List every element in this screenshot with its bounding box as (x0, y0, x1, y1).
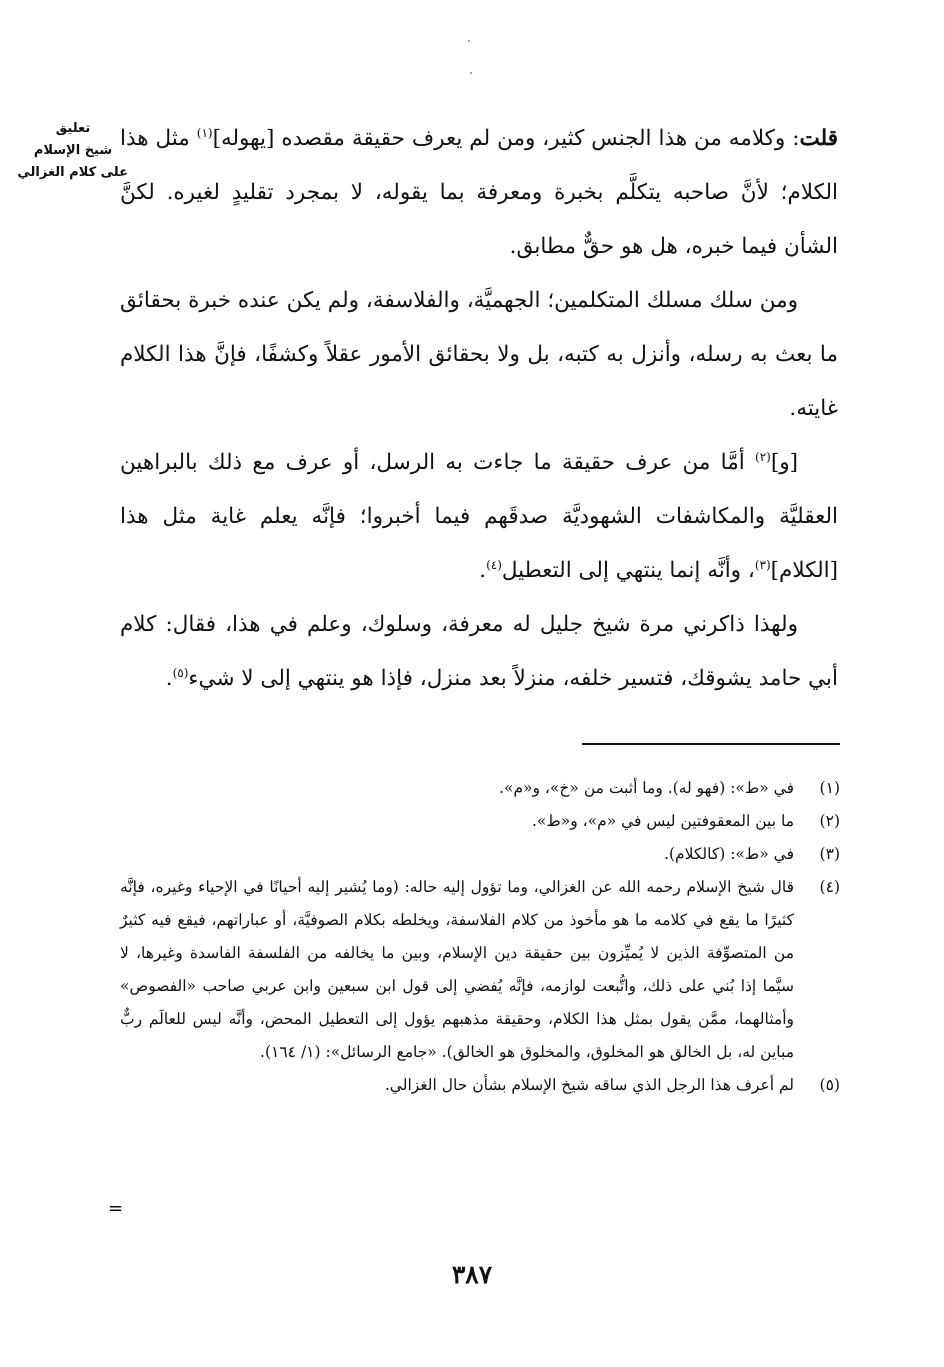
paragraph (120, 274, 838, 436)
footnote-number: (٢) (819, 812, 840, 830)
footnote-text: قال شيخ الإسلام رحمه الله عن الغزالي، وما تؤول إليه حاله: (وما يُشير إليه أحيانًا في الإحياء وغيره، فإنَّه كثيرًا ما يقع في كلامه ما هو مأخوذ من كلام الفلاسفة، ويخلطه بكلام الصوفيَّة، أو عباراتهم، فيقع فيه كثيرٌ من المتصوِّفة الذين لا يُميِّزون بين حقيقة دين الإسلام، وبين ما يخالفه من الفلسفة الفاسدة وغيرها، لا سيَّما إذا بُني على ذلك، واتُّبعت لوازمه، فإنَّه يُفضي إلى قول ابن سبعين وابن عربي صاحب «الفصوص» وأمثالهما، ممَّن يقول بمثل هذا الكلام، وحقيقة مذهبهم يؤول إلى التعطيل المحض، وأنَّه ليس للعالَم ربٌّ مباين له، بل الخالق هو المخلوق، والمخلوق هو الخالق). «جامع الرسائل»: (١/ ١٦٤). (120, 878, 794, 1061)
paragraph-lead-word: قلت (799, 126, 838, 151)
footnote-number: (٥) (819, 1076, 840, 1094)
paragraph-text: : وكلامه من هذا الجنس كثير، ومن لم يعرف حقيقة مقصده [يهوله] (212, 126, 800, 151)
margin-side-note (18, 118, 128, 184)
paragraph-text: مثل هذا الكلام؛ لأنَّ صاحبه يتكلَّم بخبرة ومعرفة بما يقوله، لا بمجرد تقليدٍ لغيره. لكنَّ الشأن فيما خبره، هل هو حقٌّ مطابق. (120, 126, 838, 259)
footnote-text: في «ط»: (فهو له). وما أثبت من «خ»، و«م». (499, 779, 794, 797)
paragraph-text: . (165, 666, 173, 691)
paragraph-text: ومن سلك مسلك المتكلمين؛ الجهميَّة، والفلاسفة، ولم يكن عنده خبرة بحقائق ما بعث به رسله، وأنزل به كتبه، بل ولا بحقائق الأمور عقلاً وكشفًا، فإنَّ هذا الكلام غايته. (120, 288, 838, 421)
paragraph-text: . (479, 558, 487, 583)
paragraph (120, 112, 838, 274)
page-number: ٣٨٧ (451, 1260, 493, 1289)
scan-speck (468, 40, 470, 42)
paragraph-text: ولهذا ذاكرني مرة شيخ جليل له معرفة، وسلوك، وعلم في هذا، فقال: كلام أبي حامد يشوقك، فتسير خلفه، منزلاً بعد منزل، فإذا هو ينتهي إلى لا شيء (120, 612, 838, 691)
footnote-ref: (١) (196, 125, 213, 140)
paragraph-text: أمَّا من عرف حقيقة ما جاءت به الرسل، أو عرف مع ذلك بالبراهين العقليَّة والمكاشفات الشهوديَّة صدقَهم فيما أخبروا؛ فإنَّه يعلم غاية مثل هذا [الكلام] (120, 450, 838, 583)
footnote-ref: (٤) (486, 557, 502, 572)
footnotes (120, 772, 840, 1102)
paragraph-text: ، وأنَّه إنما ينتهي إلى التعطيل (501, 558, 755, 583)
continuation-mark: = (108, 1198, 124, 1219)
footnote-ref: (٥) (172, 665, 189, 680)
footnote (120, 805, 840, 838)
footnote-ref: (٢) (755, 449, 771, 464)
footnote-separator-rule (582, 743, 840, 745)
scan-speck (470, 72, 472, 74)
footnote-number: (٤) (819, 878, 840, 896)
footnote-text: ما بين المعقوفتين ليس في «م»، و«ط». (531, 812, 794, 830)
footnote-number: (١) (819, 779, 840, 797)
paragraph (120, 436, 838, 598)
main-text (120, 112, 838, 706)
side-note-line: على كلام الغزالي (17, 165, 128, 180)
footnote-text: في «ط»: (كالكلام). (664, 845, 794, 863)
side-note-line: شيخ الإسلام (33, 143, 113, 158)
footnote-text: لم أعرف هذا الرجل الذي ساقه شيخ الإسلام بشأن حال الغزالي. (384, 1076, 794, 1094)
footnote (120, 772, 840, 805)
footnote (120, 838, 840, 871)
footnote (120, 871, 840, 1069)
side-note-line: تعليق (55, 121, 91, 136)
paragraph (120, 598, 838, 706)
footnote-ref: (٣) (754, 557, 771, 572)
footnote-number: (٣) (819, 845, 840, 863)
footnote (120, 1069, 840, 1102)
paragraph-text: [و] (770, 450, 798, 475)
